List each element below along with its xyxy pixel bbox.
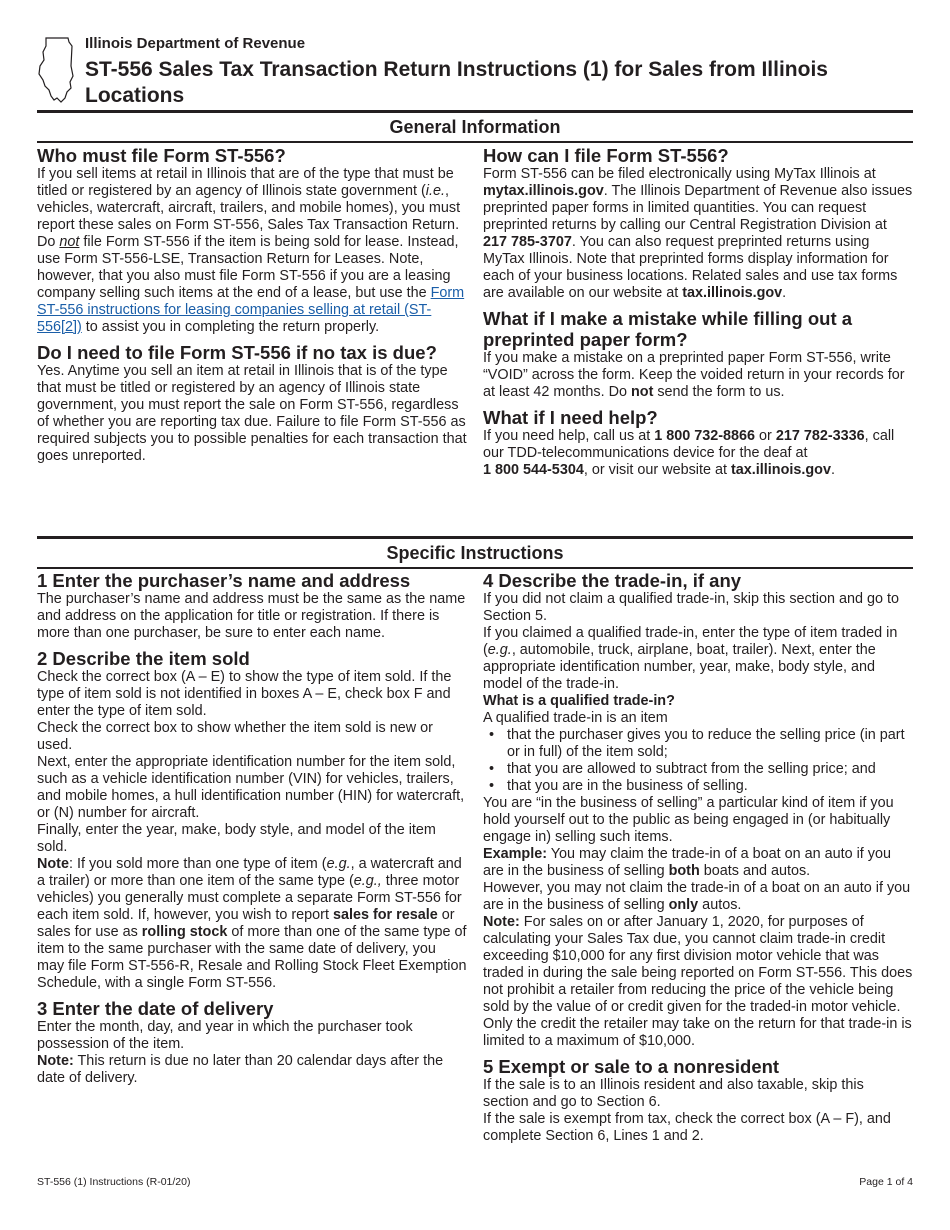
section-2-para-3: Next, enter the appropriate identification number for the item sold, such as a vehicle identification number (VIN) for vehicles, trailers, and mobile homes, a hull identification number (HIN) for watercraft, or (N) number for aircraft.	[37, 754, 465, 821]
section-2-para-4: Finally, enter the year, make, body style, and model of the item sold.	[37, 822, 436, 855]
general-right-column	[483, 145, 913, 479]
list-item: • that the purchaser gives you to reduce the selling price (in part or in full) of the item sold;	[483, 727, 913, 761]
mistake-text: If you make a mistake on a preprinted paper Form ST-556, write “VOID” across the form. Keep the voided return in your records for at least 42 months. Do not send the form to us.	[483, 350, 905, 400]
no-tax-due-text: Yes. Anytime you sell an item at retail in Illinois that is of the type that must be titled or registered by an agency of Illinois state government, you must report the sale on Form ST-556, regardless of whether you are reporting tax due. Failure to file Form ST-556 as required subjects you to possible penalties for each transaction that goes unreported.	[37, 363, 467, 464]
trade-in-criteria-list	[483, 727, 913, 795]
need-help-heading: What if I need help?	[483, 407, 658, 428]
section-4-heading: 4 Describe the trade-in, if any	[483, 570, 742, 591]
page-number: Page 1 of 4	[859, 1176, 913, 1188]
general-columns	[37, 145, 913, 479]
tax-site: tax.illinois.gov	[682, 285, 783, 301]
section-3-text: Enter the month, day, and year in which the purchaser took possession of the item.	[37, 1019, 413, 1052]
section-4-para-2: If you claimed a qualified trade-in, enter the type of item traded in (e.g., automobile, truck, airplane, boat, trailer). Next, enter the appropriate identification number, year, make, body style, and model of the trade-in.	[483, 625, 898, 692]
section-4-note: Note: For sales on or after January 1, 2020, for purposes of calculating your Sales Tax due, you cannot claim trade-in credit exceeding $10,000 for any first division motor vehicle that was traded in during the sale being reported on Form ST-556. This does not prohibit a retailer from reducing the price of the vehicle being sold by the value of or credit given for the traded-in motor vehicle. Only the credit the retailer may take on the return for that trade-in is limited to a maximum of $10,000.	[483, 914, 913, 1049]
illinois-state-outline-icon	[37, 36, 77, 104]
section-1-text: The purchaser’s name and address must be the same as the name and address on the application for title or registration. If there is more than one purchaser, be sure to enter each name.	[37, 591, 466, 641]
section-4-para-1: If you did not claim a qualified trade-in, skip this section and go to Section 5.	[483, 591, 899, 624]
leasing-instructions-link[interactable]: Form ST-556 instructions for leasing companies selling at retail (ST-556[2])	[37, 285, 465, 335]
section-1-heading: 1 Enter the purchaser’s name and address	[37, 570, 411, 591]
section-2-para-1: Check the correct box (A – E) to show the type of item sold. If the type of item sold is not identified in boxes A – E, check box F and enter the type of item sold.	[37, 669, 452, 719]
page-title: ST-556 Sales Tax Transaction Return Instructions (1) for Sales from Illinois Locations	[85, 58, 828, 107]
list-item: • that you are allowed to subtract from the selling price; and	[483, 761, 913, 778]
list-item: • that you are in the business of selling.	[483, 778, 913, 795]
qualified-trade-in-subheading: What is a qualified trade-in?	[483, 693, 675, 709]
how-to-file-text: Form ST-556 can be filed electronically using MyTax Illinois at mytax.illinois.gov. The Illinois Department of Revenue also issues preprinted paper forms in limited quantities. You can request preprinted returns by calling our Central Registration Division at 217 785-3707. You can also request preprinted returns using MyTax Illinois. Note that preprinted forms display information for each of your business locations. Related sales and use tax forms are available on our website at tax.illinois.gov.	[483, 166, 913, 301]
specific-left-column	[37, 570, 467, 1145]
section-5-para-2: If the sale is exempt from tax, check the correct box (A – F), and complete Section 6, Lines 1 and 2.	[483, 1111, 891, 1144]
section-5-heading: 5 Exempt or sale to a nonresident	[483, 1056, 780, 1077]
section-4-para-3: You are “in the business of selling” a particular kind of item if you hold yourself out to the public as being engaged in (or habitually engage in) selling such items.	[483, 795, 894, 845]
section-4-example: Example: You may claim the trade-in of a boat on an auto if you are in the business of selling both boats and autos.	[483, 846, 891, 879]
section-band-general: General Information	[37, 110, 913, 143]
general-left-column	[37, 145, 467, 479]
agency-name: Illinois Department of Revenue	[85, 35, 306, 52]
no-tax-due-heading: Do I need to file Form ST-556 if no tax is due?	[37, 342, 437, 363]
need-help-text: If you need help, call us at 1 800 732-8866 or 217 782-3336, call our TDD-telecommunications device for the deaf at 1 800 544-5304, or visit our website at tax.illinois.gov.	[483, 428, 895, 478]
section-band-specific: Specific Instructions	[37, 536, 913, 569]
specific-columns	[37, 570, 913, 1145]
section-3-heading: 3 Enter the date of delivery	[37, 998, 274, 1019]
section-4-para-4: However, you may not claim the trade-in of a boat on an auto if you are in the business of selling only autos.	[483, 880, 911, 913]
section-2-para-2: Check the correct box to show whether the item sold is new or used.	[37, 720, 433, 753]
specific-right-column	[483, 570, 913, 1145]
how-to-file-heading: How can I file Form ST-556?	[483, 145, 729, 166]
page-footer	[37, 1176, 913, 1188]
section-2-note: Note: If you sold more than one type of item (e.g., a watercraft and a trailer) or more than one item of the same type (e.g., three motor vehicles) you generally must complete a separate Form ST-556 for each item sold. If, however, you wish to report sales for resale or sales for use as rolling stock of more than one of the same type of item to the same purchaser with the same date of delivery, you may file Form ST-556-R, Resale and Rolling Stock Fleet Exemption Schedule, with a single Form ST-556.	[37, 856, 467, 991]
registration-phone: 217 785-3707	[483, 234, 572, 250]
mistake-heading: What if I make a mistake while filling out a preprinted paper form?	[483, 308, 853, 350]
section-2-heading: 2 Describe the item sold	[37, 648, 250, 669]
mytax-site: mytax.illinois.gov	[483, 183, 604, 199]
who-must-file-heading: Who must file Form ST-556?	[37, 145, 286, 166]
who-must-file-text: If you sell items at retail in Illinois that are of the type that must be titled or registered by an agency of Illinois state government (i.e., vehicles, watercraft, aircraft, trailers, and mobile homes), you must report these sales on Form ST-556, Sales Tax Transaction Return. Do not file Form ST-556 if the item is being sold for lease. Instead, use Form ST-556-LSE, Transaction Return for Leases. Note, however, that you also must file Form ST-556 if you are a leasing company selling such items at the end of a lease, but use the Form ST-556 instructions for leasing companies selling at retail (ST-556[2]) to assist you in completing the return properly.	[37, 166, 465, 335]
section-3-note: Note: This return is due no later than 20 calendar days after the date of delivery.	[37, 1053, 444, 1086]
qualified-trade-in-intro: A qualified trade-in is an item	[483, 710, 668, 726]
form-revision-id: ST-556 (1) Instructions (R-01/20)	[37, 1176, 191, 1188]
section-5-para-1: If the sale is to an Illinois resident and also taxable, skip this section and go to Section 6.	[483, 1077, 864, 1110]
document-page	[37, 30, 913, 1225]
page-header	[37, 30, 913, 110]
